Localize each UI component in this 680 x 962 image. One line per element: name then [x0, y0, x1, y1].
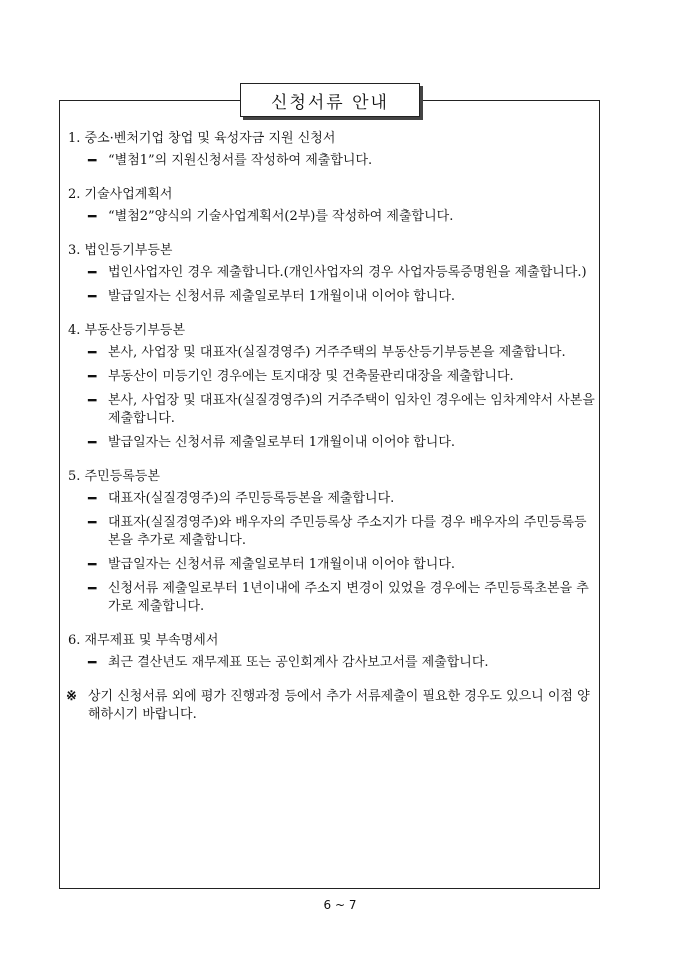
- section-real-estate-registry: [66, 322, 598, 452]
- list-item-text: 발급일자는 신청서류 제출일로부터 1개월이내 이어야 합니다.: [108, 435, 456, 450]
- list-item: [66, 434, 598, 452]
- section-heading: 2. 기술사업계획서: [68, 187, 173, 202]
- list-item-text: 법인사업자인 경우 제출합니다.(개인사업자의 경우 사업자등록증명원을 제출합니다.): [108, 265, 587, 280]
- bullet-dash-icon: ━: [88, 491, 97, 507]
- list-item: [66, 344, 598, 362]
- section-business-plan: [66, 186, 598, 226]
- list-item-text: 발급일자는 신청서류 제출일로부터 1개월이내 이어야 합니다.: [108, 557, 456, 572]
- list-item: [66, 514, 598, 550]
- list-item-text: “별첨1”의 지원신청서를 작성하여 제출합니다.: [108, 153, 373, 168]
- list-item: [66, 152, 598, 170]
- list-item-text: 발급일자는 신청서류 제출일로부터 1개월이내 이어야 합니다.: [108, 289, 456, 304]
- bullet-dash-icon: ━: [88, 369, 97, 385]
- list-item-text: 대표자(실질경영주)의 주민등록등본을 제출합니다.: [108, 491, 395, 506]
- list-item-text: 본사, 사업장 및 대표자(실질경영주) 거주주택의 부동산등기부등본을 제출합니다.: [108, 345, 566, 360]
- bullet-dash-icon: ━: [88, 557, 97, 573]
- list-item: [66, 580, 598, 616]
- list-item: [66, 264, 598, 282]
- reference-mark-icon: ※: [66, 689, 77, 704]
- bullet-dash-icon: ━: [88, 393, 97, 409]
- bullet-dash-icon: ━: [88, 655, 97, 671]
- bullet-dash-icon: ━: [88, 265, 97, 281]
- bullet-dash-icon: ━: [88, 153, 97, 169]
- section-heading: 4. 부동산등기부등본: [68, 323, 185, 338]
- list-item-text: 부동산이 미등기인 경우에는 토지대장 및 건축물관리대장을 제출합니다.: [108, 369, 514, 384]
- list-item-text: 대표자(실질경영주)와 배우자의 주민등록상 주소지가 다를 경우 배우자의 주민등록등본을 추가로 제출합니다.: [108, 515, 587, 548]
- bullet-dash-icon: ━: [88, 435, 97, 451]
- document-title: 신청서류 안내: [240, 83, 420, 117]
- section-heading: 5. 주민등록등본: [68, 469, 160, 484]
- bullet-dash-icon: ━: [88, 581, 97, 597]
- document-content: [66, 130, 598, 724]
- bullet-dash-icon: ━: [88, 515, 97, 531]
- list-item: [66, 208, 598, 226]
- page-number: 6 ~ 7: [323, 898, 357, 912]
- list-item: [66, 556, 598, 574]
- list-item: [66, 490, 598, 508]
- footnote: [66, 688, 598, 724]
- section-heading: 6. 재무제표 및 부속명세서: [68, 633, 219, 648]
- section-resident-registration: [66, 468, 598, 616]
- list-item-text: 신청서류 제출일로부터 1년이내에 주소지 변경이 있었을 경우에는 주민등록초본을 추가로 제출합니다.: [108, 581, 589, 614]
- list-item-text: 본사, 사업장 및 대표자(실질경영주)의 거주주택이 임차인 경우에는 임차계약서 사본을 제출합니다.: [108, 393, 595, 426]
- bullet-dash-icon: ━: [88, 345, 97, 361]
- list-item: [66, 368, 598, 386]
- section-incorporation-application: [66, 130, 598, 170]
- section-corporate-registry: [66, 242, 598, 306]
- list-item-text: “별첨2”양식의 기술사업계획서(2부)를 작성하여 제출합니다.: [108, 209, 454, 224]
- section-heading: 1. 중소·벤처기업 창업 및 육성자금 지원 신청서: [68, 131, 336, 146]
- list-item: [66, 288, 598, 306]
- footnote-text: 상기 신청서류 외에 평가 진행과정 등에서 추가 서류제출이 필요한 경우도 있으니 이점 양해하시기 바랍니다.: [88, 689, 590, 722]
- list-item: [66, 392, 598, 428]
- section-financial-statements: [66, 632, 598, 672]
- bullet-dash-icon: ━: [88, 209, 97, 225]
- section-heading: 3. 법인등기부등본: [68, 243, 173, 258]
- bullet-dash-icon: ━: [88, 289, 97, 305]
- list-item-text: 최근 결산년도 재무제표 또는 공인회계사 감사보고서를 제출합니다.: [108, 655, 489, 670]
- list-item: [66, 654, 598, 672]
